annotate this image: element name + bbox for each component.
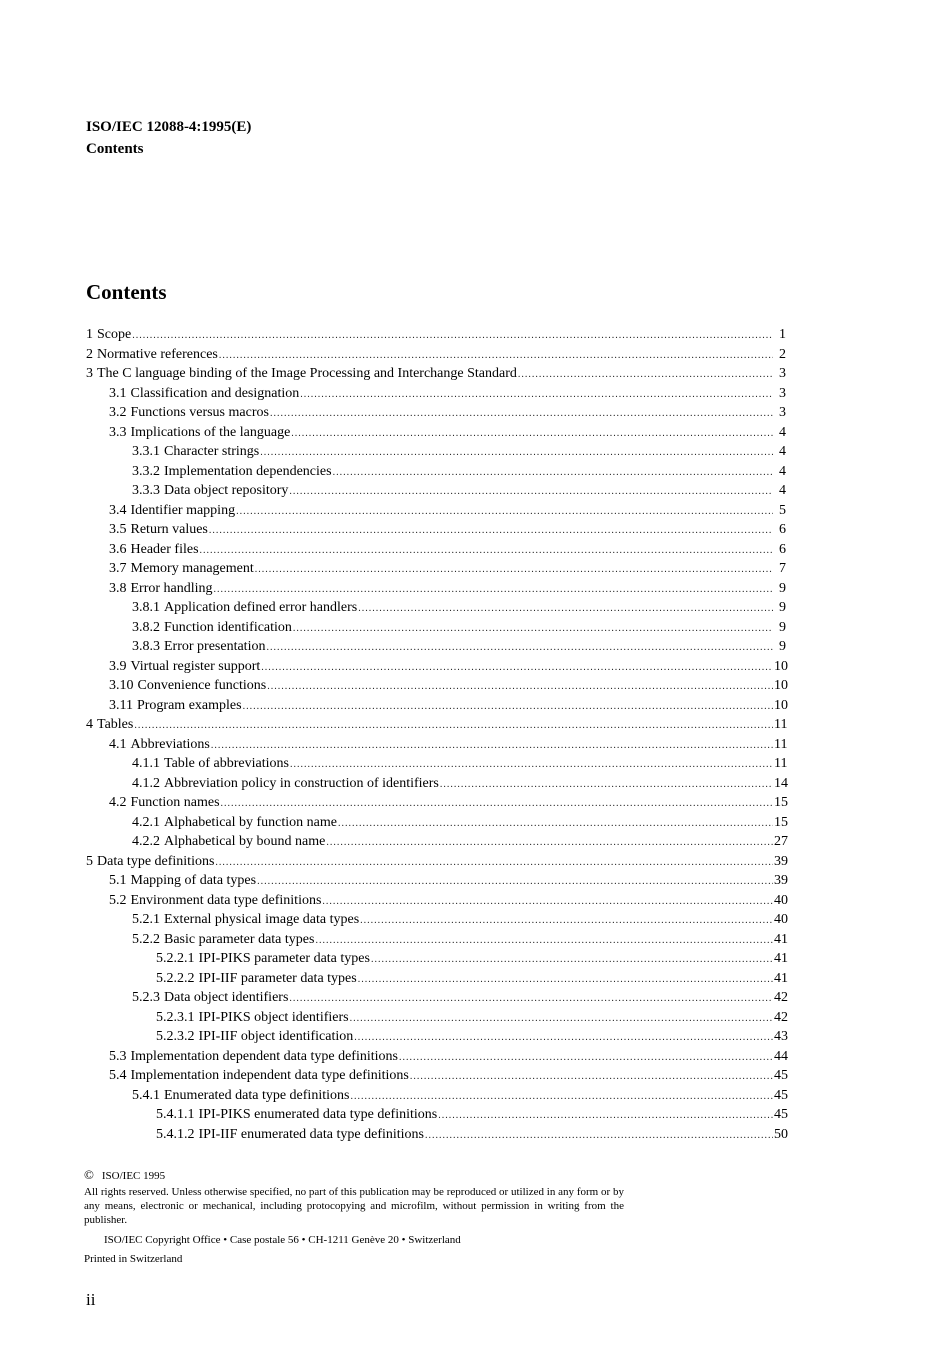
toc-entry-number: 5.4 <box>109 1068 127 1083</box>
toc-entry[interactable] <box>86 1125 786 1145</box>
dot-leader <box>221 794 773 814</box>
toc-entry-title: Character strings <box>164 444 260 459</box>
toc-entry[interactable] <box>86 969 786 989</box>
toc-entry-page: 9 <box>779 580 786 596</box>
toc-entry-title: Alphabetical by bound name <box>164 834 326 849</box>
dot-leader <box>333 463 773 483</box>
dot-leader <box>350 1009 773 1029</box>
toc-entry-number: 5.2.3.1 <box>156 1009 195 1025</box>
toc-entry[interactable] <box>86 520 786 540</box>
toc-entry[interactable] <box>86 618 786 638</box>
toc-entry-number: 5.4.1.2 <box>156 1126 195 1142</box>
toc-entry-number: 3.8.1 <box>132 600 160 615</box>
toc-entry[interactable] <box>86 1105 786 1125</box>
dot-leader <box>326 833 773 853</box>
toc-entry[interactable] <box>86 949 786 969</box>
toc-entry-title: External physical image data types <box>164 912 360 927</box>
toc-entry-page: 7 <box>779 561 786 576</box>
toc-entry-title: Program examples <box>136 697 242 713</box>
dot-leader <box>243 697 773 717</box>
toc-entry[interactable] <box>86 462 786 482</box>
toc-entry-number: 4 <box>86 717 93 732</box>
toc-entry-title: Environment data type definitions <box>130 892 322 908</box>
toc-entry-page: 45 <box>774 1068 788 1083</box>
rights-statement: All rights reserved. Unless otherwise specified, no part of this publication may be reproduced or utilized in any form or by any means, electronic or mechanical, including protocopying and microfilm, without permission in writing from the publisher. <box>84 1186 624 1226</box>
toc-entry-number: 5.2.2.1 <box>156 951 195 966</box>
dot-leader <box>290 755 773 775</box>
toc-entry-number: 3.8.3 <box>132 639 160 654</box>
toc-entry-title: Identifier mapping <box>130 502 236 518</box>
toc-entry[interactable] <box>86 754 786 774</box>
toc-entry-page: 10 <box>774 678 788 693</box>
toc-entry-page: 42 <box>774 990 788 1005</box>
toc-entry-page: 14 <box>774 775 788 791</box>
toc-entry-page: 9 <box>779 619 786 635</box>
toc-entry-title: Tables <box>97 717 134 732</box>
toc-entry-title: Data object repository <box>164 483 289 498</box>
toc-entry[interactable] <box>86 559 786 579</box>
dot-leader <box>322 892 773 912</box>
dot-leader <box>354 1028 773 1048</box>
toc-entry-page: 10 <box>774 697 788 713</box>
toc-entry-title: Data object identifiers <box>164 990 289 1005</box>
toc-entry[interactable] <box>86 657 786 677</box>
toc-entry-number: 5.4.1.1 <box>156 1107 195 1122</box>
dot-leader <box>358 599 773 619</box>
toc-entry-page: 41 <box>774 931 788 947</box>
toc-entry-title: Basic parameter data types <box>164 931 315 947</box>
toc-entry-number: 4.1.1 <box>132 756 160 771</box>
toc-entry-title: Memory management <box>130 561 254 576</box>
toc-entry[interactable] <box>86 1066 786 1086</box>
toc-entry-title: Normative references <box>97 346 218 362</box>
toc-entry-page: 15 <box>774 814 788 830</box>
toc-entry-page: 40 <box>774 912 788 927</box>
toc-entry-page: 6 <box>779 541 786 557</box>
dot-leader <box>132 326 773 346</box>
dot-leader <box>425 1126 773 1146</box>
toc-entry[interactable] <box>86 1008 786 1028</box>
toc-entry-number: 5.2.2.2 <box>156 970 195 986</box>
dot-leader <box>300 385 773 405</box>
toc-entry[interactable] <box>86 598 786 618</box>
dot-leader <box>270 404 773 424</box>
toc-entry-title: The C language binding of the Image Processing and Interchange Standard <box>97 366 517 381</box>
toc-entry-title: Abbreviations <box>130 736 210 752</box>
toc-entry-title: IPI-IIF object identification <box>198 1029 354 1044</box>
toc-entry-title: Function names <box>130 795 220 810</box>
toc-entry-number: 3.9 <box>109 658 127 674</box>
toc-entry[interactable] <box>86 384 786 404</box>
toc-entry-page: 11 <box>774 756 788 771</box>
toc-entry-title: Function identification <box>164 619 292 635</box>
dot-leader <box>293 619 773 639</box>
toc-entry-title: Implementation independent data type definitions <box>130 1068 409 1083</box>
toc-entry-title: Application defined error handlers <box>164 600 358 615</box>
toc-entry-page: 40 <box>774 892 788 908</box>
toc-entry-title: Return values <box>130 522 208 537</box>
toc-entry[interactable] <box>86 813 786 833</box>
toc-entry-title: Alphabetical by function name <box>164 814 337 830</box>
toc-entry-title: IPI-PIKS enumerated data type definitions <box>198 1107 438 1122</box>
toc-entry-page: 4 <box>779 444 786 459</box>
dot-leader <box>350 1087 773 1107</box>
toc-entry-title: Abbreviation policy in construction of identifiers <box>164 775 439 791</box>
toc-entry-page: 43 <box>774 1029 788 1044</box>
toc-entry-number: 3.8.2 <box>132 619 160 635</box>
toc-entry-page: 3 <box>779 385 786 401</box>
toc-entry-number: 4.1.2 <box>132 775 160 791</box>
toc-entry-page: 45 <box>774 1107 788 1122</box>
toc-entry[interactable] <box>86 891 786 911</box>
toc-entry-title: Functions versus macros <box>130 405 269 420</box>
dot-leader <box>211 736 773 756</box>
running-header <box>86 116 251 160</box>
toc-entry-number: 5.2.1 <box>132 912 160 927</box>
toc-entry[interactable] <box>86 423 786 443</box>
toc-entry[interactable] <box>86 871 786 891</box>
toc-entry[interactable] <box>86 852 786 872</box>
printed-in: Printed in Switzerland <box>84 1253 183 1265</box>
dot-leader <box>260 443 773 463</box>
toc-entry-page: 11 <box>774 736 788 752</box>
toc-entry[interactable] <box>86 793 786 813</box>
toc-entry[interactable] <box>86 910 786 930</box>
dot-leader <box>214 580 773 600</box>
toc-entry[interactable] <box>86 325 786 345</box>
dot-leader <box>360 911 773 931</box>
toc-entry[interactable] <box>86 579 786 599</box>
toc-entry-number: 3 <box>86 366 93 381</box>
dot-leader <box>257 872 773 892</box>
toc-entry-number: 3.3.1 <box>132 444 160 459</box>
toc-entry-page: 45 <box>774 1087 788 1103</box>
copyright-office-address: ISO/IEC Copyright Office • Case postale 56 • CH-1211 Genève 20 • Switzerland <box>104 1234 461 1246</box>
toc-entry-title: IPI-PIKS parameter data types <box>198 951 370 966</box>
toc-entry-page: 4 <box>779 483 786 498</box>
toc-entry[interactable] <box>86 481 786 501</box>
dot-leader <box>371 950 773 970</box>
toc-entry-number: 3.5 <box>109 522 127 537</box>
toc-entry[interactable] <box>86 1047 786 1067</box>
toc-entry[interactable] <box>86 442 786 462</box>
dot-leader <box>289 482 773 502</box>
copyright-symbol: © <box>84 1167 94 1182</box>
toc-entry-number: 3.3 <box>109 424 127 440</box>
toc-entry-page: 1 <box>779 327 786 342</box>
dot-leader <box>338 814 773 834</box>
toc-entry-page: 4 <box>779 424 786 440</box>
dot-leader <box>236 502 773 522</box>
toc-entry-title: Convenience functions <box>137 678 267 693</box>
dot-leader <box>518 365 773 385</box>
standard-number: ISO/IEC 12088-4:1995(E) <box>86 119 252 135</box>
toc-entry-page: 3 <box>779 405 786 420</box>
toc-entry-page: 27 <box>774 834 788 849</box>
toc-entry-number: 5.4.1 <box>132 1087 160 1103</box>
toc-entry-page: 15 <box>774 795 788 810</box>
dot-leader <box>219 346 773 366</box>
toc-entry-number: 3.4 <box>109 502 127 518</box>
toc-entry-title: Implementation dependent data type definitions <box>130 1048 398 1064</box>
toc-entry[interactable] <box>86 735 786 755</box>
copyright-holder: ISO/IEC 1995 <box>101 1170 166 1182</box>
dot-leader <box>255 560 773 580</box>
toc-entry-page: 39 <box>774 873 788 888</box>
toc-entry[interactable] <box>86 988 786 1008</box>
toc-entry[interactable] <box>86 364 786 384</box>
dot-leader <box>200 541 773 561</box>
toc-entry-page: 42 <box>774 1009 788 1025</box>
toc-entry[interactable] <box>86 637 786 657</box>
toc-entry-page: 6 <box>779 522 786 537</box>
toc-entry-number: 5 <box>86 853 93 869</box>
toc-entry[interactable] <box>86 540 786 560</box>
dot-leader <box>261 658 773 678</box>
toc-entry-number: 5.3 <box>109 1048 127 1064</box>
toc-entry-number: 3.3.2 <box>132 463 160 479</box>
table-of-contents <box>86 325 786 1144</box>
toc-entry[interactable] <box>86 696 786 716</box>
toc-entry-number: 1 <box>86 327 93 342</box>
toc-entry[interactable] <box>86 345 786 365</box>
toc-entry-page: 39 <box>774 853 788 869</box>
toc-entry-number: 3.8 <box>109 580 127 596</box>
toc-entry-page: 2 <box>779 346 786 362</box>
toc-entry-number: 5.2.3.2 <box>156 1029 195 1044</box>
dot-leader <box>410 1067 773 1087</box>
toc-entry-number: 3.7 <box>109 561 127 576</box>
toc-entry-page: 9 <box>779 600 786 615</box>
toc-entry-number: 3.6 <box>109 541 127 557</box>
toc-entry-number: 3.1 <box>109 385 127 401</box>
toc-entry-page: 5 <box>779 502 786 518</box>
toc-entry-title: Implementation dependencies <box>164 463 332 479</box>
dot-leader <box>209 521 773 541</box>
toc-entry[interactable] <box>86 930 786 950</box>
toc-entry-title: Header files <box>130 541 199 557</box>
toc-entry-page: 44 <box>774 1048 788 1064</box>
toc-entry-title: Classification and designation <box>130 385 300 401</box>
toc-entry-number: 5.1 <box>109 873 127 888</box>
toc-entry-page: 50 <box>774 1126 788 1142</box>
toc-entry[interactable] <box>86 832 786 852</box>
toc-entry-number: 4.2 <box>109 795 127 810</box>
toc-entry-title: Scope <box>97 327 132 342</box>
toc-entry[interactable] <box>86 1086 786 1106</box>
toc-entry-number: 5.2 <box>109 892 127 908</box>
dot-leader <box>215 853 773 873</box>
page-number: ii <box>86 1290 96 1309</box>
dot-leader <box>399 1048 773 1068</box>
toc-entry[interactable] <box>86 403 786 423</box>
dot-leader <box>358 970 773 990</box>
toc-entry-page: 3 <box>779 366 786 381</box>
toc-entry-page: 4 <box>779 463 786 479</box>
toc-entry-number: 3.10 <box>109 678 134 693</box>
contents-heading: Contents <box>86 280 167 304</box>
toc-entry[interactable] <box>86 715 786 735</box>
copyright-notice <box>84 1168 624 1266</box>
toc-entry-number: 3.3.3 <box>132 483 160 498</box>
toc-entry-page: 10 <box>774 658 788 674</box>
dot-leader <box>438 1106 773 1126</box>
dot-leader <box>267 677 773 697</box>
dot-leader <box>266 638 773 658</box>
toc-entry-title: Mapping of data types <box>130 873 257 888</box>
toc-entry-title: IPI-PIKS object identifiers <box>198 1009 349 1025</box>
toc-entry-number: 4.2.1 <box>132 814 160 830</box>
toc-entry-page: 41 <box>774 970 788 986</box>
toc-entry-number: 5.2.3 <box>132 990 160 1005</box>
toc-entry-title: Enumerated data type definitions <box>164 1087 350 1103</box>
header-section-name: Contents <box>86 141 144 157</box>
toc-entry-title: IPI-IIF enumerated data type definitions <box>198 1126 424 1142</box>
toc-entry-number: 4.1 <box>109 736 127 752</box>
dot-leader <box>289 989 773 1009</box>
toc-entry-number: 3.2 <box>109 405 127 420</box>
toc-entry-title: Error presentation <box>164 639 266 654</box>
toc-entry[interactable] <box>86 1027 786 1047</box>
toc-entry[interactable] <box>86 676 786 696</box>
toc-entry-title: Table of abbreviations <box>164 756 289 771</box>
dot-leader <box>315 931 773 951</box>
toc-entry-title: Implications of the language <box>130 424 291 440</box>
toc-entry-title: IPI-IIF parameter data types <box>198 970 357 986</box>
toc-entry-number: 4.2.2 <box>132 834 160 849</box>
toc-entry-page: 9 <box>779 639 786 654</box>
toc-entry[interactable] <box>86 501 786 521</box>
dot-leader <box>134 716 773 736</box>
dot-leader <box>440 775 773 795</box>
toc-entry-number: 5.2.2 <box>132 931 160 947</box>
toc-entry-title: Data type definitions <box>97 853 215 869</box>
toc-entry-number: 3.11 <box>109 697 133 713</box>
copyright-line <box>84 1168 624 1183</box>
toc-entry-title: Virtual register support <box>130 658 261 674</box>
toc-entry-page: 41 <box>774 951 788 966</box>
toc-entry-page: 11 <box>774 717 788 732</box>
toc-entry[interactable] <box>86 774 786 794</box>
toc-entry-number: 2 <box>86 346 93 362</box>
toc-entry-title: Error handling <box>130 580 213 596</box>
dot-leader <box>291 424 773 444</box>
